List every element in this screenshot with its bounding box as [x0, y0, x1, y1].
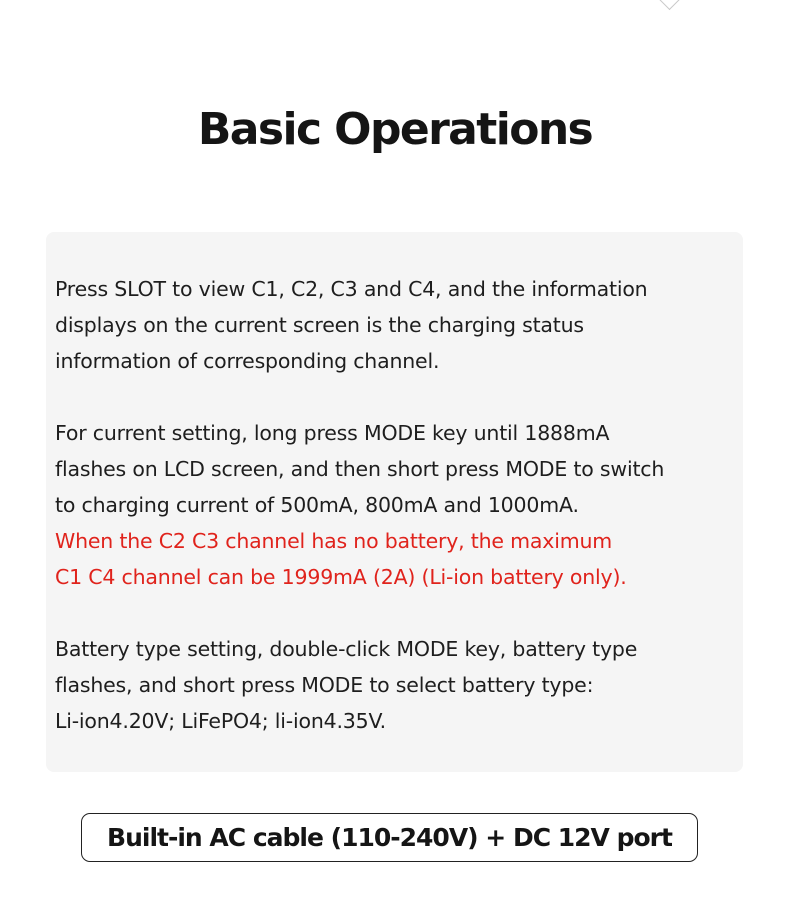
feature-label: Built-in AC cable (110-240V) + DC 12V port — [107, 823, 672, 852]
text-line: displays on the current screen is the charging status — [55, 313, 584, 337]
text-line: information of corresponding channel. — [55, 349, 440, 373]
warning-line: C1 C4 channel can be 1999mA (2A) (Li-ion battery only). — [55, 565, 627, 589]
feature-badge — [81, 813, 698, 862]
battery-type-instructions — [55, 631, 745, 739]
text-line: to charging current of 500mA, 800mA and 1000mA. — [55, 493, 579, 517]
text-line: Battery type setting, double-click MODE key, battery type — [55, 637, 638, 661]
text-line: flashes on LCD screen, and then short press MODE to switch — [55, 457, 665, 481]
page-title: Basic Operations — [197, 104, 593, 155]
current-setting-instructions — [55, 415, 745, 595]
slot-instructions — [55, 271, 745, 379]
corner-chevron-icon — [659, 0, 680, 10]
info-panel — [46, 232, 743, 772]
text-line: Li-ion4.20V; LiFePO4; li-ion4.35V. — [55, 709, 386, 733]
text-line: flashes, and short press MODE to select battery type: — [55, 673, 594, 697]
warning-line: When the C2 C3 channel has no battery, the maximum — [55, 529, 613, 553]
text-line: Press SLOT to view C1, C2, C3 and C4, and the information — [55, 277, 648, 301]
text-line: For current setting, long press MODE key until 1888mA — [55, 421, 610, 445]
